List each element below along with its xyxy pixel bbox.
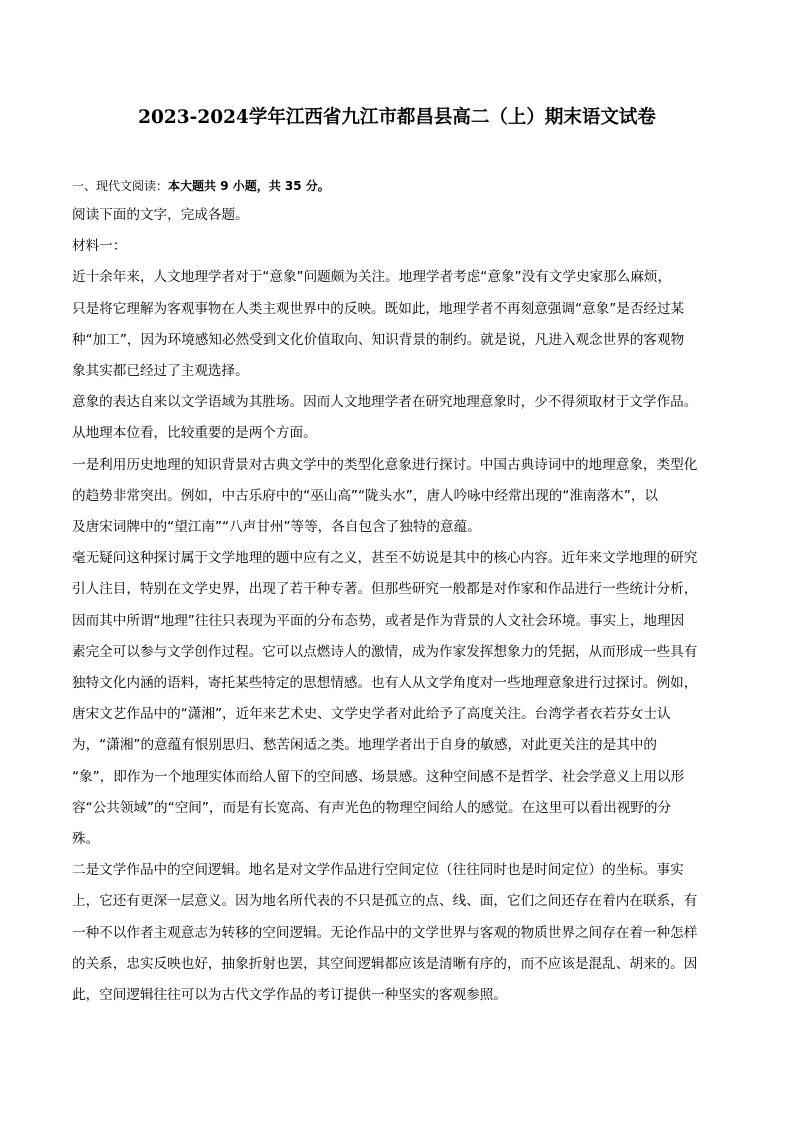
text-line: “象”，即作为一个地理实体而给人留下的空间感、场景感。这种空间感不是哲学、社会学意义上用以形 [72, 768, 685, 785]
text-line: 阅读下面的文字，完成各题。 [72, 207, 249, 223]
text-line: 只是将它理解为客观事物在人类主观世界中的反映。既如此，地理学者不再刻意强调“意象”是否经过某 [72, 300, 685, 317]
text-line: 素完全可以参与文学创作过程。它可以点燃诗人的激情，成为作家发挥想象力的凭据，从而形成一些具有 [72, 643, 698, 660]
section-heading [72, 172, 722, 200]
text-line: 一种不以作者主观意志为转移的空间逻辑。无论作品中的文学世界与客观的物质世界之间存在着一种怎样 [72, 924, 698, 941]
text-line: 意象的表达自来以文学语域为其胜场。因而人文地理学者在研究地理意象时，少不得须取材于文学作品。 [72, 394, 698, 411]
text-line: 此，空间逻辑往往可以为古代文学作品的考订提供一种坚实的客观参照。 [72, 987, 507, 1004]
text-line: 二是文学作品中的空间逻辑。地名是对文学作品进行空间定位（往往同时也是时间定位）的坐标。事实 [72, 862, 684, 879]
text-line: 引人注目，特别在文学史界，出现了若干种专著。但那些研究一般都是对作家和作品进行一些统计分析， [72, 581, 698, 598]
reading-section [72, 172, 722, 1011]
text-line: 从地理本位看，比较重要的是两个方面。 [72, 425, 317, 442]
text-line: 种“加工”，因为环境感知必然受到文化价值取向、知识背景的制约。就是说，凡进入观念世界的客观物 [72, 331, 685, 348]
text-line: 的关系，忠实反映也好，抽象折射也罢，其空间逻辑都应该是清晰有序的，而不应该是混乱、胡来的。因 [72, 955, 698, 972]
section-heading-info: 本大题共 9 小题，共 35 分。 [168, 179, 330, 193]
text-line: 象其实都已经过了主观选择。 [72, 363, 249, 380]
text-line: 因而其中所谓“地理”往往只表现为平面的分布态势，或者是作为背景的人文社会环境。事实上，地理因 [72, 612, 685, 629]
text-line: 殊。 [72, 831, 100, 848]
text-line: 材料一： [72, 238, 127, 255]
text-line: 的趋势非常突出。例如，中古乐府中的“巫山高”“陇头水”，唐人吟咏中经常出现的“淮南落木”，以 [72, 487, 659, 504]
text-line: 唐宋文艺作品中的“潇湘”，近年来艺术史、文学史学者对此给予了高度关注。台湾学者衣若芬女士认 [72, 706, 671, 723]
text-line: 一是利用历史地理的知识背景对古典文学中的类型化意象进行探讨。中国古典诗词中的地理意象，类型化 [72, 456, 698, 473]
text-line: 容“公共领域”的“空间”，而是有长宽高、有声光色的物理空间给人的感觉。在这里可以看出视野的分 [72, 799, 672, 816]
exam-title: 2023-2024学年江西省九江市都昌县高二（上）期末语文试卷 [138, 107, 656, 128]
section-heading-prefix: 一、现代文阅读： [72, 179, 169, 193]
text-line: 独特文化内涵的语料，寄托某些特定的思想情感。也有人从文学角度对一些地理意象进行过探讨。例如， [72, 675, 698, 692]
text-line: 为，“潇湘”的意蕴有恨别思归、愁苦闲适之类。地理学者出于自身的敏感，对此更关注的是其中的 [72, 737, 658, 754]
text-line: 毫无疑问这种探讨属于文学地理的题中应有之义，甚至不妨说是其中的核心内容。近年来文学地理的研究 [72, 550, 698, 567]
text-line: 近十余年来，人文地理学者对于“意象”问题颇为关注。地理学者考虑“意象”没有文学史家那么麻烦， [72, 269, 672, 286]
text-line: 及唐宋词牌中的“望江南”“八声甘州”等等，各自包含了独特的意蕴。 [72, 519, 481, 536]
text-line: 上，它还有更深一层意义。因为地名所代表的不只是孤立的点、线、面，它们之间还存在着内在联系，有 [72, 893, 698, 910]
